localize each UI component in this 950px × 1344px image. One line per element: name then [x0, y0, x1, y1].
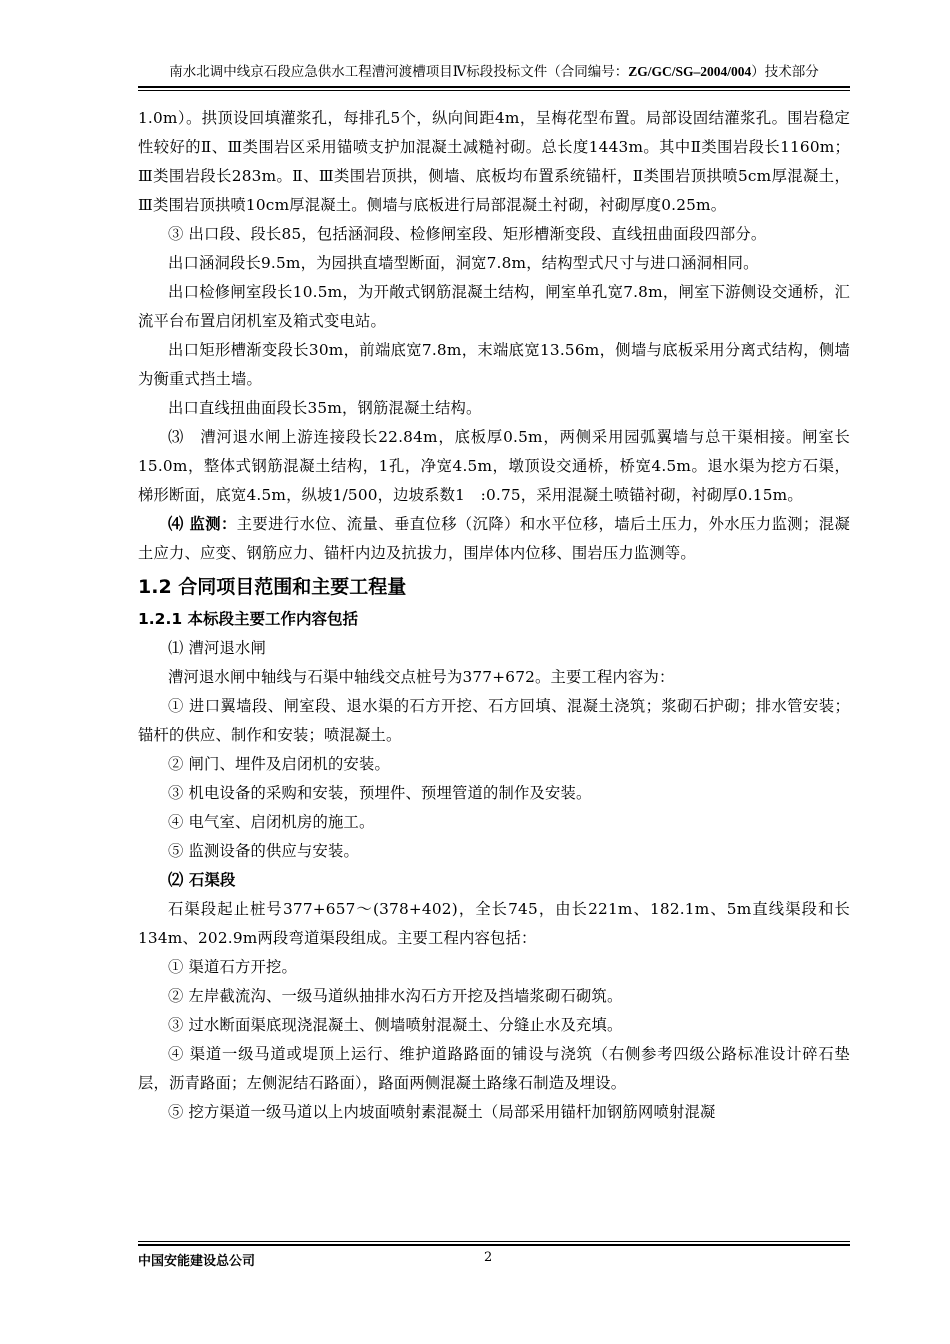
header-title-suffix: ）技术部分 — [751, 64, 819, 80]
paragraph-spillway-gate: ⑶ 漕河退水闸上游连接段长22.84m，底板厚0.5m，两侧采用园弧翼墙与总干渠相接。闸室长15.0m，整体式钢筋混凝土结构，1孔，净宽4.5m，墩顶设交通桥，桥宽4.5m。退水渠为挖方石渠，梯形断面，底宽4.5m，纵坡1/500，边坡系数1 :0.75，采用混凝土喷锚衬砌，衬砌厚0.15m。 — [138, 428, 850, 504]
header-rule-thick — [138, 86, 850, 88]
part2-item: ④ 渠道一级马道或堤顶上运行、维护道路路面的铺设与浇筑（右侧参考四级公路标准设计碎石垫层，沥青路面；左侧泥结石路面），路面两侧混凝土路缘石制造及埋设。 — [138, 1045, 850, 1092]
part1-item: ⑤ 监测设备的供应与安装。 — [168, 842, 360, 860]
paragraph-outlet-transition: 出口矩形槽渐变段长30m，前端底宽7.8m，末端底宽13.56m，侧墙与底板采用分离式结构，侧墙为衡重式挡土墙。 — [138, 341, 850, 388]
monitoring-label: ⑷ 监测： — [168, 515, 237, 533]
header-contract-no: ZG/GC/SG–2004/004 — [628, 64, 752, 79]
paragraph-outlet-twisted-section: 出口直线扭曲面段长35m，钢筋混凝土结构。 — [168, 399, 482, 417]
part2-item: ② 左岸截流沟、一级马道纵抽排水沟石方开挖及挡墙浆砌石砌筑。 — [168, 987, 623, 1005]
paragraph-outlet-section: ③ 出口段、段长85，包括涵洞段、检修闸室段、矩形槽渐变段、直线扭曲面段四部分。 — [168, 225, 767, 243]
paragraph-tunnel-lining: 1.0m）。拱顶设回填灌浆孔，每排孔5个，纵向间距4m，呈梅花型布置。局部设固结灌浆孔。围岩稳定性较好的Ⅱ、Ⅲ类围岩区采用锚喷支护加混凝土减糙衬砌。总长度1443m。其中Ⅱ类围岩段长1160m；Ⅲ类围岩段长283m。Ⅱ、Ⅲ类围岩顶拱，侧墙、底板均布置系统锚杆，Ⅱ类围岩顶拱喷5cm厚混凝土，Ⅲ类围岩顶拱喷10cm厚混凝土。侧墙与底板进行局部混凝土衬砌，衬砌厚度0.25m。 — [138, 109, 850, 214]
header-rule-thin — [138, 90, 850, 91]
section-heading-1-2: 1.2 合同项目范围和主要工程量 — [138, 576, 407, 598]
part2-title: ⑵ 石渠段 — [168, 871, 236, 889]
part1-item: ④ 电气室、启闭机房的施工。 — [168, 813, 375, 831]
section-heading-1-2-1: 1.2.1 本标段主要工作内容包括 — [138, 610, 359, 628]
document-body — [138, 104, 850, 1127]
page-number: 2 — [484, 1250, 493, 1265]
monitoring-text: 主要进行水位、流量、垂直位移（沉降）和水平位移，墙后土压力，外水压力监测；混凝土应力、应变、钢筋应力、锚杆内边及抗拔力，围岸体内位移、围岩压力监测等。 — [138, 515, 850, 562]
part2-item: ⑤ 挖方渠道一级马道以上内坡面喷射素混凝土（局部采用锚杆加钢筋网喷射混凝 — [168, 1103, 716, 1121]
header-title-prefix: 南水北调中线京石段应急供水工程漕河渡槽项目Ⅳ标段投标文件（合同编号： — [169, 64, 629, 80]
part2-intro: 石渠段起止桩号377+657～(378+402)，全长745，由长221m、182.1m、5m直线渠段和长134m、202.9m两段弯道渠段组成。主要工程内容包括： — [138, 900, 850, 947]
page-header — [138, 62, 850, 82]
part1-item: ② 闸门、埋件及启闭机的安装。 — [168, 755, 391, 773]
part1-title: ⑴ 漕河退水闸 — [168, 639, 267, 657]
footer-company: 中国安能建设总公司 — [138, 1254, 256, 1269]
paragraph-monitoring — [138, 510, 850, 568]
paragraph-outlet-culvert: 出口涵洞段长9.5m，为园拱直墙型断面，洞宽7.8m，结构型式尺寸与进口涵洞相同。 — [168, 254, 759, 272]
part1-item: ① 进口翼墙段、闸室段、退水渠的石方开挖、石方回填、混凝土浇筑；浆砌石护砌；排水管安装；锚杆的供应、制作和安装；喷混凝土。 — [138, 697, 850, 744]
footer-rule-thick — [138, 1244, 850, 1246]
footer-rule-thin — [138, 1241, 850, 1242]
part2-item: ① 渠道石方开挖。 — [168, 958, 298, 976]
paragraph-outlet-gate-chamber: 出口检修闸室段长10.5m，为开敞式钢筋混凝土结构，闸室单孔宽7.8m，闸室下游侧设交通桥，汇流平台布置启闭机室及箱式变电站。 — [138, 283, 850, 330]
part2-item: ③ 过水断面渠底现浇混凝土、侧墙喷射混凝土、分缝止水及充填。 — [168, 1016, 623, 1034]
part1-intro: 漕河退水闸中轴线与石渠中轴线交点桩号为377+672。主要工程内容为： — [168, 668, 675, 686]
part1-item: ③ 机电设备的采购和安装，预埋件、预埋管道的制作及安装。 — [168, 784, 592, 802]
